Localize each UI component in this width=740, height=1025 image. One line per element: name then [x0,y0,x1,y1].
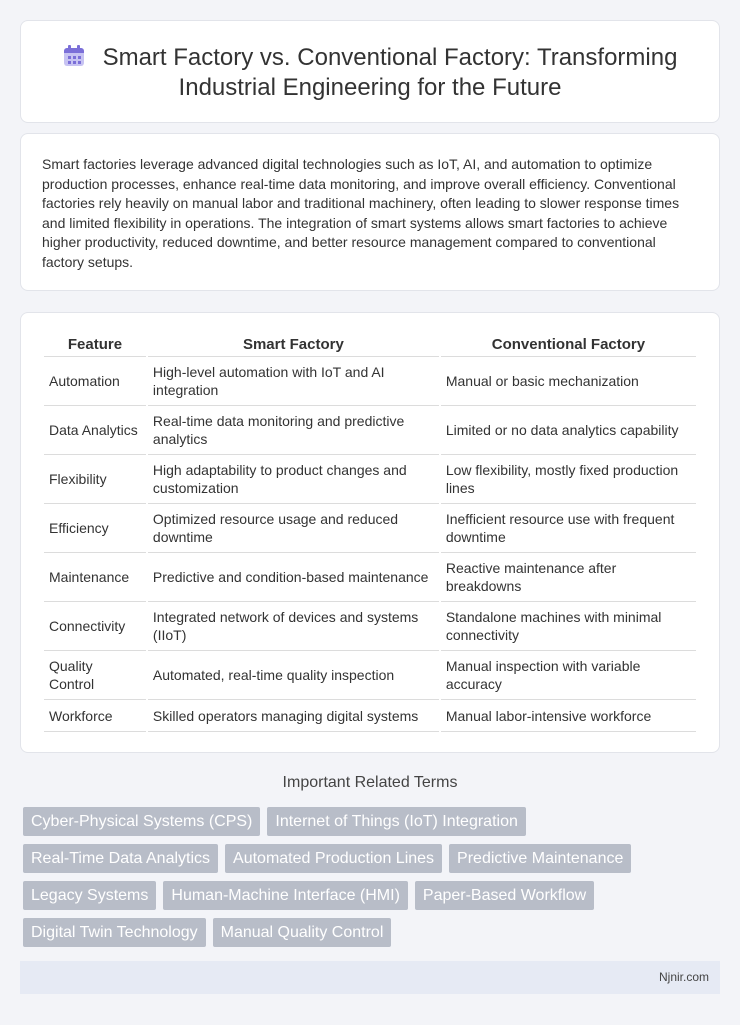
table-row [44,357,696,406]
feature-cell: Efficiency [44,504,146,553]
table-row [44,504,696,553]
conventional-cell: Manual labor-intensive workforce [441,700,696,732]
related-term-tag[interactable]: Automated Production Lines [225,844,442,873]
feature-cell: Data Analytics [44,406,146,455]
calendar-icon [63,45,85,67]
smart-cell: High-level automation with IoT and AI integration [148,357,439,406]
smart-cell: Automated, real-time quality inspection [148,651,439,700]
feature-cell: Connectivity [44,602,146,651]
table-row [44,455,696,504]
intro-paragraph: Smart factories leverage advanced digital technologies such as IoT, AI, and automation to optimize production processes, enhance real-time data monitoring, and improve overall efficiency. Conventional factories rely heavily on manual labor and traditional machinery, often leading to slower response times and limited flexibility in operations. The integration of smart systems allows smart factories to achieve higher productivity, reduced downtime, and better resource management compared to conventional factory setups. [42,156,680,270]
related-term-tag[interactable]: Digital Twin Technology [23,918,206,947]
conventional-cell: Reactive maintenance after breakdowns [441,553,696,602]
related-terms-list [23,807,643,955]
smart-cell: Skilled operators managing digital systems [148,700,439,732]
comparison-card [20,312,720,753]
conventional-cell: Inefficient resource use with frequent downtime [441,504,696,553]
table-row [44,651,696,700]
related-term-tag[interactable]: Manual Quality Control [213,918,392,947]
related-term-tag[interactable]: Human-Machine Interface (HMI) [163,881,408,910]
page-title: Smart Factory vs. Conventional Factory: Transforming Industrial Engineering for the Future [102,44,678,101]
related-term-tag[interactable]: Real-Time Data Analytics [23,844,218,873]
conventional-cell: Manual or basic mechanization [441,357,696,406]
table-row [44,602,696,651]
related-terms-heading: Important Related Terms [282,774,458,791]
header-conventional-factory: Conventional Factory [441,333,696,357]
related-term-tag[interactable]: Legacy Systems [23,881,156,910]
related-term-tag[interactable]: Internet of Things (IoT) Integration [267,807,526,836]
intro-card [20,133,720,291]
table-header-row [44,333,696,357]
related-term-tag[interactable]: Cyber-Physical Systems (CPS) [23,807,260,836]
smart-cell: Optimized resource usage and reduced downtime [148,504,439,553]
title-card [20,20,720,123]
related-term-tag[interactable]: Predictive Maintenance [449,844,631,873]
footer-site-name[interactable]: Njnir.com [658,970,709,984]
table-row [44,406,696,455]
table-row [44,700,696,732]
related-term-tag[interactable]: Paper-Based Workflow [415,881,594,910]
feature-cell: Flexibility [44,455,146,504]
smart-cell: Predictive and condition-based maintenance [148,553,439,602]
feature-cell: Maintenance [44,553,146,602]
conventional-cell: Manual inspection with variable accuracy [441,651,696,700]
header-smart-factory: Smart Factory [148,333,439,357]
smart-cell: Real-time data monitoring and predictive analytics [148,406,439,455]
conventional-cell: Low flexibility, mostly fixed production lines [441,455,696,504]
smart-cell: Integrated network of devices and systems (IIoT) [148,602,439,651]
footer [20,961,720,994]
page-title-block [21,43,719,103]
conventional-cell: Standalone machines with minimal connectivity [441,602,696,651]
feature-cell: Automation [44,357,146,406]
comparison-table [42,333,698,732]
conventional-cell: Limited or no data analytics capability [441,406,696,455]
smart-cell: High adaptability to product changes and customization [148,455,439,504]
feature-cell: Quality Control [44,651,146,700]
feature-cell: Workforce [44,700,146,732]
header-feature: Feature [44,333,146,357]
table-row [44,553,696,602]
